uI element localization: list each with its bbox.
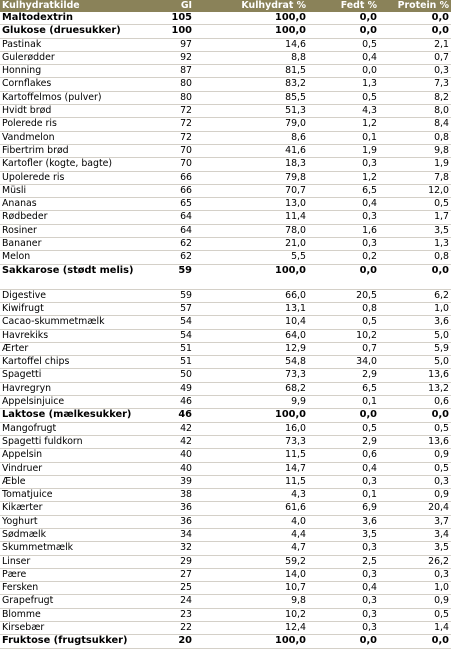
cell-fedt: 4,3: [308, 105, 379, 118]
cell-gi: 32: [160, 542, 194, 555]
cell-fedt: 0,2: [308, 251, 379, 264]
cell-kulhydrat: 81,5: [194, 65, 308, 78]
table-row: [0, 25, 451, 38]
cell-gi: 105: [160, 12, 194, 25]
cell-protein: 0,9: [379, 595, 451, 608]
table-row: [0, 608, 451, 621]
cell-fedt: 0,3: [308, 568, 379, 581]
cell-fedt: 0,3: [308, 238, 379, 251]
cell-kulhydrat: 14,6: [194, 38, 308, 51]
table-header: [0, 0, 451, 12]
cell-fedt: 6,5: [308, 382, 379, 395]
cell-kulhydrat: 4,4: [194, 528, 308, 541]
cell-kulhydrat: 10,2: [194, 608, 308, 621]
cell-kulhydratkilde: Sødmælk: [0, 528, 160, 541]
cell-kulhydratkilde: Melon: [0, 251, 160, 264]
table-row: [0, 568, 451, 581]
cell-kulhydrat: 10,7: [194, 582, 308, 595]
table-row: [0, 131, 451, 144]
cell-fedt: 0,0: [308, 264, 379, 289]
cell-kulhydrat: 13,1: [194, 302, 308, 315]
cell-fedt: 0,3: [308, 595, 379, 608]
table-row: [0, 342, 451, 355]
cell-fedt: 1,2: [308, 118, 379, 131]
cell-protein: 1,0: [379, 302, 451, 315]
cell-gi: 87: [160, 65, 194, 78]
cell-kulhydratkilde: Fruktose (frugtsukker): [0, 635, 160, 648]
cell-fedt: 10,2: [308, 329, 379, 342]
cell-kulhydrat: 100,0: [194, 635, 308, 648]
cell-gi: 25: [160, 582, 194, 595]
table-row: [0, 515, 451, 528]
cell-protein: 13,6: [379, 435, 451, 448]
cell-fedt: 0,3: [308, 158, 379, 171]
table-row: [0, 118, 451, 131]
cell-fedt: 0,5: [308, 91, 379, 104]
cell-kulhydrat: 59,2: [194, 555, 308, 568]
cell-kulhydrat: 70,7: [194, 184, 308, 197]
cell-protein: 0,0: [379, 635, 451, 648]
cell-protein: 0,0: [379, 12, 451, 25]
table-row: [0, 264, 451, 289]
table-row: [0, 302, 451, 315]
cell-fedt: 1,3: [308, 78, 379, 91]
cell-fedt: 0,1: [308, 489, 379, 502]
cell-gi: 46: [160, 409, 194, 422]
cell-protein: 1,3: [379, 238, 451, 251]
cell-protein: 0,5: [379, 422, 451, 435]
cell-kulhydrat: 8,6: [194, 131, 308, 144]
cell-kulhydrat: 54,8: [194, 356, 308, 369]
cell-kulhydrat: 79,0: [194, 118, 308, 131]
cell-fedt: 3,6: [308, 515, 379, 528]
table-row: [0, 409, 451, 422]
cell-protein: 13,6: [379, 369, 451, 382]
cell-protein: 0,6: [379, 396, 451, 409]
cell-kulhydrat: 21,0: [194, 238, 308, 251]
cell-kulhydratkilde: Tomatjuice: [0, 489, 160, 502]
cell-protein: 26,2: [379, 555, 451, 568]
cell-kulhydrat: 4,7: [194, 542, 308, 555]
cell-gi: 72: [160, 131, 194, 144]
table-row: [0, 356, 451, 369]
table-row: [0, 65, 451, 78]
cell-gi: 34: [160, 528, 194, 541]
cell-protein: 1,4: [379, 622, 451, 635]
cell-gi: 51: [160, 356, 194, 369]
cell-kulhydratkilde: Linser: [0, 555, 160, 568]
cell-fedt: 0,5: [308, 316, 379, 329]
cell-kulhydratkilde: Kartofler (kogte, bagte): [0, 158, 160, 171]
cell-gi: 64: [160, 211, 194, 224]
cell-kulhydrat: 16,0: [194, 422, 308, 435]
table-row: [0, 224, 451, 237]
table-row: [0, 316, 451, 329]
cell-kulhydratkilde: Kikærter: [0, 502, 160, 515]
cell-kulhydratkilde: Mangofrugt: [0, 422, 160, 435]
cell-kulhydrat: 78,0: [194, 224, 308, 237]
table-row: [0, 12, 451, 25]
cell-fedt: 0,4: [308, 198, 379, 211]
cell-protein: 12,0: [379, 184, 451, 197]
cell-kulhydrat: 12,9: [194, 342, 308, 355]
table-row: [0, 238, 451, 251]
table-row: [0, 489, 451, 502]
table-row: [0, 329, 451, 342]
cell-kulhydrat: 41,6: [194, 144, 308, 157]
cell-kulhydrat: 11,5: [194, 475, 308, 488]
cell-protein: 0,3: [379, 65, 451, 78]
cell-kulhydratkilde: Gulerødder: [0, 51, 160, 64]
cell-kulhydrat: 11,4: [194, 211, 308, 224]
cell-kulhydrat: 61,6: [194, 502, 308, 515]
cell-kulhydratkilde: Skummetmælk: [0, 542, 160, 555]
cell-protein: 0,0: [379, 409, 451, 422]
cell-gi: 38: [160, 489, 194, 502]
table-row: [0, 555, 451, 568]
cell-fedt: 2,9: [308, 369, 379, 382]
cell-gi: 64: [160, 224, 194, 237]
cell-fedt: 6,5: [308, 184, 379, 197]
cell-kulhydrat: 100,0: [194, 25, 308, 38]
cell-gi: 62: [160, 238, 194, 251]
header-fedt: Fedt %: [308, 0, 379, 12]
cell-protein: 7,8: [379, 171, 451, 184]
cell-kulhydratkilde: Kartoffel chips: [0, 356, 160, 369]
cell-kulhydrat: 4,0: [194, 515, 308, 528]
table-row: [0, 211, 451, 224]
cell-fedt: 6,9: [308, 502, 379, 515]
table-row: [0, 542, 451, 555]
cell-protein: 0,0: [379, 25, 451, 38]
cell-kulhydratkilde: Digestive: [0, 289, 160, 302]
cell-kulhydratkilde: Ananas: [0, 198, 160, 211]
cell-gi: 23: [160, 608, 194, 621]
cell-gi: 42: [160, 435, 194, 448]
cell-protein: 0,5: [379, 198, 451, 211]
cell-fedt: 0,3: [308, 608, 379, 621]
cell-protein: 1,0: [379, 582, 451, 595]
cell-gi: 57: [160, 302, 194, 315]
cell-fedt: 1,6: [308, 224, 379, 237]
cell-fedt: 0,4: [308, 51, 379, 64]
table-row: [0, 475, 451, 488]
cell-gi: 29: [160, 555, 194, 568]
cell-kulhydratkilde: Appelsin: [0, 449, 160, 462]
table-row: [0, 144, 451, 157]
cell-gi: 59: [160, 264, 194, 289]
table-row: [0, 528, 451, 541]
cell-protein: 0,8: [379, 251, 451, 264]
table-row: [0, 595, 451, 608]
cell-protein: 20,4: [379, 502, 451, 515]
cell-kulhydrat: 79,8: [194, 171, 308, 184]
cell-kulhydrat: 51,3: [194, 105, 308, 118]
cell-kulhydratkilde: Yoghurt: [0, 515, 160, 528]
cell-gi: 49: [160, 382, 194, 395]
table-row: [0, 622, 451, 635]
header-kulhydrat: Kulhydrat %: [194, 0, 308, 12]
cell-kulhydratkilde: Kirsebær: [0, 622, 160, 635]
cell-protein: 0,8: [379, 131, 451, 144]
cell-fedt: 0,0: [308, 12, 379, 25]
cell-kulhydratkilde: Æble: [0, 475, 160, 488]
cell-kulhydrat: 13,0: [194, 198, 308, 211]
cell-kulhydrat: 4,3: [194, 489, 308, 502]
cell-gi: 66: [160, 171, 194, 184]
cell-protein: 0,5: [379, 608, 451, 621]
cell-kulhydratkilde: Rosiner: [0, 224, 160, 237]
cell-protein: 0,7: [379, 51, 451, 64]
cell-gi: 72: [160, 118, 194, 131]
cell-fedt: 0,1: [308, 131, 379, 144]
table-row: [0, 582, 451, 595]
cell-gi: 66: [160, 184, 194, 197]
table-row: [0, 171, 451, 184]
cell-protein: 5,0: [379, 356, 451, 369]
cell-kulhydrat: 100,0: [194, 12, 308, 25]
cell-gi: 36: [160, 515, 194, 528]
cell-protein: 3,4: [379, 528, 451, 541]
cell-protein: 0,0: [379, 264, 451, 289]
cell-kulhydrat: 73,3: [194, 369, 308, 382]
table-row: [0, 38, 451, 51]
cell-protein: 1,7: [379, 211, 451, 224]
cell-kulhydrat: 10,4: [194, 316, 308, 329]
cell-protein: 8,4: [379, 118, 451, 131]
table-row: [0, 105, 451, 118]
cell-kulhydratkilde: Kartoffelmos (pulver): [0, 91, 160, 104]
cell-kulhydrat: 11,5: [194, 449, 308, 462]
cell-kulhydrat: 85,5: [194, 91, 308, 104]
cell-fedt: 0,4: [308, 582, 379, 595]
cell-protein: 3,5: [379, 224, 451, 237]
cell-kulhydratkilde: Pære: [0, 568, 160, 581]
table-row: [0, 422, 451, 435]
cell-gi: 22: [160, 622, 194, 635]
cell-kulhydratkilde: Cacao-skummetmælk: [0, 316, 160, 329]
cell-protein: 0,5: [379, 462, 451, 475]
cell-protein: 3,6: [379, 316, 451, 329]
cell-protein: 9,8: [379, 144, 451, 157]
cell-gi: 97: [160, 38, 194, 51]
table-row: [0, 158, 451, 171]
cell-protein: 0,9: [379, 489, 451, 502]
cell-gi: 54: [160, 316, 194, 329]
cell-kulhydrat: 14,0: [194, 568, 308, 581]
cell-gi: 40: [160, 462, 194, 475]
cell-kulhydratkilde: Bananer: [0, 238, 160, 251]
cell-fedt: 0,3: [308, 211, 379, 224]
cell-fedt: 0,3: [308, 475, 379, 488]
cell-fedt: 3,5: [308, 528, 379, 541]
cell-protein: 0,3: [379, 568, 451, 581]
cell-fedt: 0,7: [308, 342, 379, 355]
cell-protein: 8,0: [379, 105, 451, 118]
table-row: [0, 382, 451, 395]
table-row: [0, 78, 451, 91]
cell-kulhydratkilde: Upolerede ris: [0, 171, 160, 184]
table-row: [0, 369, 451, 382]
cell-kulhydratkilde: Rødbeder: [0, 211, 160, 224]
table-row: [0, 449, 451, 462]
cell-kulhydratkilde: Fersken: [0, 582, 160, 595]
cell-protein: 3,7: [379, 515, 451, 528]
cell-protein: 1,9: [379, 158, 451, 171]
cell-gi: 40: [160, 449, 194, 462]
cell-fedt: 1,9: [308, 144, 379, 157]
cell-fedt: 0,6: [308, 449, 379, 462]
header-row: [0, 0, 451, 12]
cell-fedt: 0,0: [308, 25, 379, 38]
cell-gi: 65: [160, 198, 194, 211]
cell-kulhydratkilde: Ærter: [0, 342, 160, 355]
cell-kulhydrat: 12,4: [194, 622, 308, 635]
cell-kulhydratkilde: Polerede ris: [0, 118, 160, 131]
header-protein: Protein %: [379, 0, 451, 12]
cell-gi: 42: [160, 422, 194, 435]
cell-gi: 62: [160, 251, 194, 264]
cell-kulhydratkilde: Fibertrim brød: [0, 144, 160, 157]
cell-gi: 92: [160, 51, 194, 64]
cell-kulhydratkilde: Grapefrugt: [0, 595, 160, 608]
cell-kulhydratkilde: Vindruer: [0, 462, 160, 475]
cell-protein: 0,9: [379, 449, 451, 462]
table-row: [0, 396, 451, 409]
table-row: [0, 91, 451, 104]
cell-kulhydratkilde: Hvidt brød: [0, 105, 160, 118]
cell-protein: 7,3: [379, 78, 451, 91]
table-row: [0, 198, 451, 211]
cell-gi: 70: [160, 158, 194, 171]
cell-fedt: 20,5: [308, 289, 379, 302]
table-row: [0, 289, 451, 302]
cell-protein: 8,2: [379, 91, 451, 104]
cell-kulhydratkilde: Maltodextrin: [0, 12, 160, 25]
cell-protein: 3,5: [379, 542, 451, 555]
cell-kulhydrat: 73,3: [194, 435, 308, 448]
header-gi: GI: [160, 0, 194, 12]
cell-kulhydratkilde: Glukose (druesukker): [0, 25, 160, 38]
table-row: [0, 635, 451, 648]
cell-gi: 59: [160, 289, 194, 302]
cell-gi: 36: [160, 502, 194, 515]
cell-kulhydrat: 100,0: [194, 409, 308, 422]
cell-gi: 39: [160, 475, 194, 488]
cell-kulhydrat: 100,0: [194, 264, 308, 289]
cell-kulhydratkilde: Sakkarose (stødt melis): [0, 264, 160, 289]
table-row: [0, 462, 451, 475]
cell-kulhydrat: 9,9: [194, 396, 308, 409]
cell-gi: 80: [160, 91, 194, 104]
cell-kulhydrat: 14,7: [194, 462, 308, 475]
table-row: [0, 184, 451, 197]
cell-fedt: 1,2: [308, 171, 379, 184]
cell-protein: 6,2: [379, 289, 451, 302]
cell-fedt: 0,3: [308, 542, 379, 555]
cell-kulhydratkilde: Spagetti: [0, 369, 160, 382]
cell-kulhydratkilde: Blomme: [0, 608, 160, 621]
cell-fedt: 2,9: [308, 435, 379, 448]
cell-fedt: 0,3: [308, 622, 379, 635]
cell-fedt: 0,8: [308, 302, 379, 315]
cell-gi: 46: [160, 396, 194, 409]
cell-gi: 51: [160, 342, 194, 355]
cell-kulhydrat: 18,3: [194, 158, 308, 171]
cell-gi: 54: [160, 329, 194, 342]
cell-fedt: 0,0: [308, 65, 379, 78]
table-row: [0, 502, 451, 515]
cell-gi: 72: [160, 105, 194, 118]
cell-kulhydrat: 68,2: [194, 382, 308, 395]
cell-protein: 2,1: [379, 38, 451, 51]
cell-fedt: 0,4: [308, 462, 379, 475]
cell-kulhydrat: 66,0: [194, 289, 308, 302]
cell-kulhydrat: 83,2: [194, 78, 308, 91]
cell-protein: 13,2: [379, 382, 451, 395]
cell-protein: 5,0: [379, 329, 451, 342]
table-row: [0, 435, 451, 448]
cell-protein: 5,9: [379, 342, 451, 355]
cell-fedt: 0,5: [308, 422, 379, 435]
cell-kulhydratkilde: Kiwifrugt: [0, 302, 160, 315]
table-row: [0, 251, 451, 264]
cell-kulhydratkilde: Appelsinjuice: [0, 396, 160, 409]
cell-kulhydratkilde: Laktose (mælkesukker): [0, 409, 160, 422]
cell-kulhydrat: 9,8: [194, 595, 308, 608]
table-body: [0, 12, 451, 648]
cell-fedt: 0,1: [308, 396, 379, 409]
cell-protein: 0,3: [379, 475, 451, 488]
cell-fedt: 34,0: [308, 356, 379, 369]
cell-kulhydratkilde: Havrekiks: [0, 329, 160, 342]
cell-kulhydratkilde: Vandmelon: [0, 131, 160, 144]
cell-kulhydratkilde: Cornflakes: [0, 78, 160, 91]
table-row: [0, 51, 451, 64]
cell-fedt: 0,0: [308, 635, 379, 648]
cell-kulhydratkilde: Spagetti fuldkorn: [0, 435, 160, 448]
header-kulhydratkilde: Kulhydratkilde: [0, 0, 160, 12]
cell-gi: 100: [160, 25, 194, 38]
cell-kulhydratkilde: Honning: [0, 65, 160, 78]
cell-fedt: 2,5: [308, 555, 379, 568]
cell-gi: 50: [160, 369, 194, 382]
cell-kulhydratkilde: Pastinak: [0, 38, 160, 51]
cell-kulhydratkilde: Müsli: [0, 184, 160, 197]
cell-gi: 80: [160, 78, 194, 91]
cell-kulhydrat: 8,8: [194, 51, 308, 64]
cell-fedt: 0,0: [308, 409, 379, 422]
cell-gi: 20: [160, 635, 194, 648]
cell-kulhydrat: 5,5: [194, 251, 308, 264]
cell-gi: 27: [160, 568, 194, 581]
cell-kulhydratkilde: Havregryn: [0, 382, 160, 395]
cell-kulhydrat: 64,0: [194, 329, 308, 342]
cell-fedt: 0,5: [308, 38, 379, 51]
cell-gi: 70: [160, 144, 194, 157]
cell-gi: 24: [160, 595, 194, 608]
